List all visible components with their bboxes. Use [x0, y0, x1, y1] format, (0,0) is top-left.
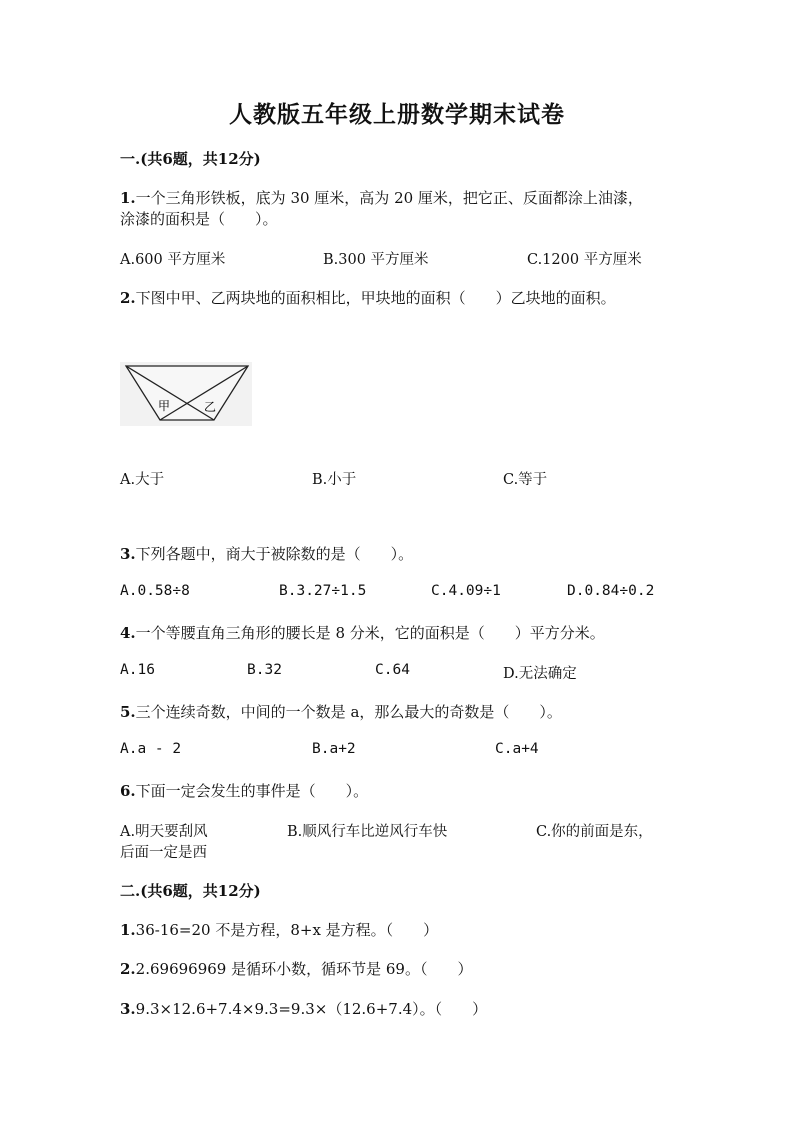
option-c[interactable]: C.4.09÷1 — [431, 583, 501, 599]
trapezoid-figure — [120, 362, 252, 426]
question-number: 1. — [120, 189, 136, 207]
option-b[interactable]: B.顺风行车比逆风行车快 — [287, 824, 448, 840]
question-text: 下列各题中，商大于被除数的是（ ）。 — [135, 545, 414, 563]
question-text: 36-16=20 不是方程，8+x 是方程。（ ） — [135, 921, 439, 939]
question-1-line-2: 涂漆的面积是（ ）。 — [120, 210, 278, 228]
true-false-item-2 — [120, 958, 472, 979]
true-false-item-1 — [120, 919, 438, 940]
page-title: 人教版五年级上册数学期末试卷 — [229, 101, 565, 128]
question-text: 三个连续奇数，中间的一个数是 a，那么最大的奇数是（ ）。 — [135, 703, 562, 721]
question-number: 2. — [120, 289, 136, 307]
option-c[interactable]: C.你的前面是东， — [536, 824, 653, 840]
question-number: 3. — [120, 545, 136, 563]
question-text: 一个三角形铁板，底为 30 厘米，高为 20 厘米，把它正、反面都涂上油漆， — [135, 189, 643, 207]
option-b[interactable]: B.3.27÷1.5 — [279, 583, 367, 599]
true-false-item-3 — [120, 998, 487, 1019]
question-number: 2. — [120, 960, 136, 978]
question-text: 9.3×12.6+7.4×9.3=9.3×（12.6+7.4）。（ ） — [135, 1000, 488, 1018]
section-2-header: 二.(共6题，共12分) — [120, 882, 261, 900]
question-text: 下面一定会发生的事件是（ ）。 — [135, 782, 369, 800]
option-a[interactable]: A.大于 — [120, 472, 165, 488]
question-text: 2.69696969 是循环小数，循环节是 69。（ ） — [135, 960, 473, 978]
option-c[interactable]: C.64 — [375, 662, 410, 678]
section-1-header: 一.(共6题，共12分) — [120, 150, 261, 168]
question-1 — [120, 187, 643, 208]
option-b[interactable]: B.300 平方厘米 — [323, 252, 429, 268]
option-d[interactable]: D.无法确定 — [503, 666, 577, 682]
option-c[interactable]: C.a+4 — [495, 741, 539, 757]
option-c-continued: 后面一定是西 — [120, 845, 207, 861]
question-2 — [120, 287, 616, 308]
option-a[interactable]: A.a - 2 — [120, 741, 182, 757]
option-a[interactable]: A.明天要刮风 — [120, 824, 208, 840]
option-a[interactable]: A.0.58÷8 — [120, 583, 190, 599]
question-3 — [120, 543, 413, 564]
question-number: 5. — [120, 703, 136, 721]
question-number: 4. — [120, 624, 136, 642]
option-d[interactable]: D.0.84÷0.2 — [567, 583, 655, 599]
option-a[interactable]: A.16 — [120, 662, 155, 678]
question-number: 6. — [120, 782, 136, 800]
option-a[interactable]: A.600 平方厘米 — [120, 252, 226, 268]
question-text: 下图中甲、乙两块地的面积相比，甲块地的面积（ ）乙块地的面积。 — [135, 289, 616, 307]
option-b[interactable]: B.小于 — [312, 472, 357, 488]
question-6 — [120, 780, 368, 801]
label-jia: 甲 — [158, 399, 171, 413]
option-c[interactable]: C.1200 平方厘米 — [527, 252, 642, 268]
option-b[interactable]: B.a+2 — [312, 741, 356, 757]
question-number: 3. — [120, 1000, 136, 1018]
question-4 — [120, 622, 605, 643]
option-b[interactable]: B.32 — [247, 662, 282, 678]
question-5 — [120, 701, 562, 722]
question-text: 一个等腰直角三角形的腰长是 8 分米，它的面积是（ ）平方分米。 — [135, 624, 605, 642]
label-yi: 乙 — [204, 400, 217, 414]
question-number: 1. — [120, 921, 136, 939]
option-c[interactable]: C.等于 — [503, 472, 548, 488]
